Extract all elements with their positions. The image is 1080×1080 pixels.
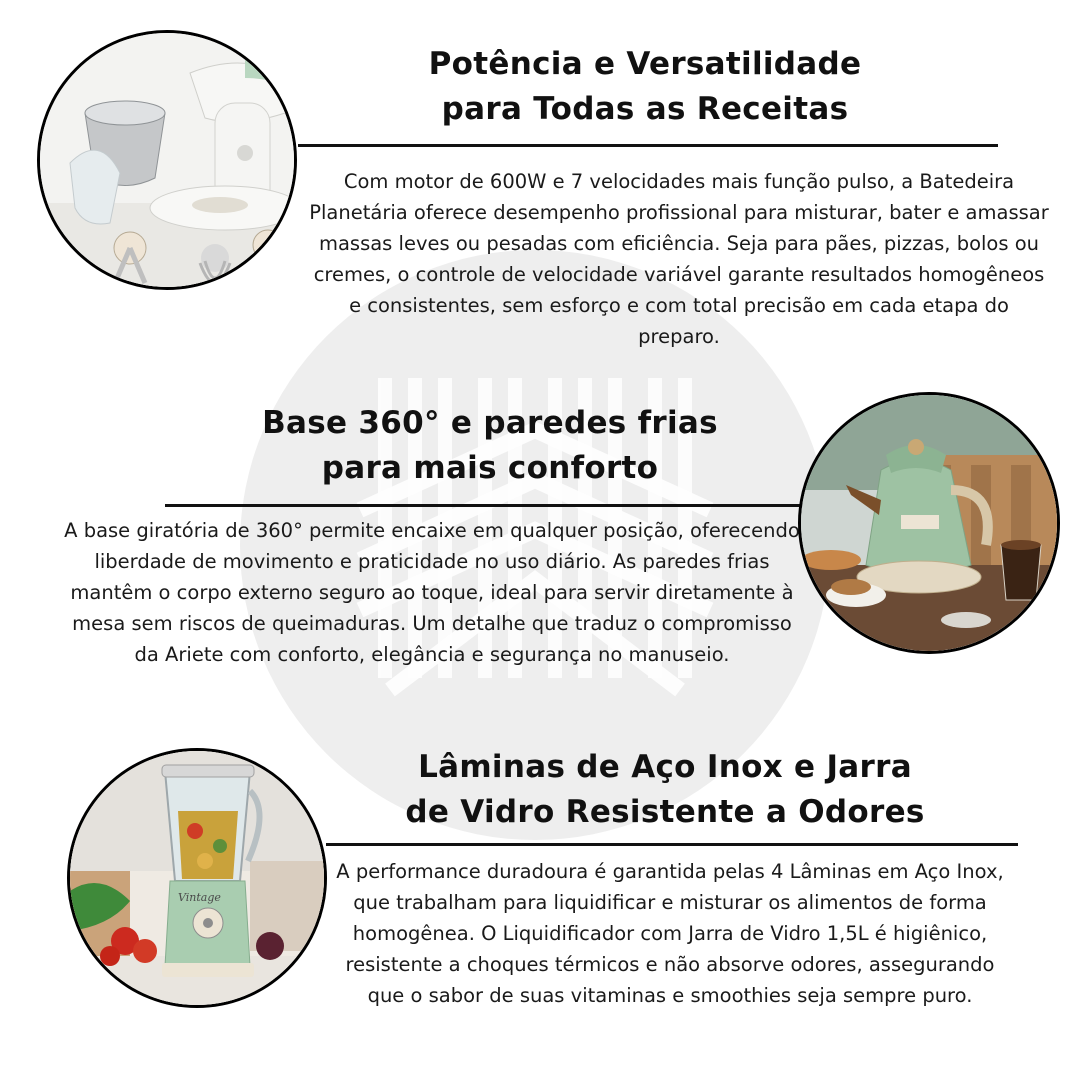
blender-brand-label: Vintage [178,891,221,904]
blender-photo [67,748,327,1008]
title-line-2: de Vidro Resistente a Odores [405,794,925,830]
title-line-2: para mais conforto [321,450,659,486]
kettle-photo [798,392,1060,654]
section-title [180,401,800,491]
stand-mixer-icon [40,33,294,287]
section-title [330,42,960,132]
section-title [350,745,980,835]
section-body: Com motor de 600W e 7 velocidades mais função pulso, a Batedeira Planetária oferece desempenho profissional para misturar, bater e amassar massas leves ou pesadas com eficiência. Seja para pães, pizzas, bolos ou cremes, o controle de velocidade variável garante resultados homogêneos e consistentes, sem esforço e com total precisão em cada etapa do preparo. [309,170,1049,348]
section-body: A performance duradoura é garantida pelas 4 Lâminas em Aço Inox, que trabalham para liquidificar e misturar os alimentos de forma homogênea. O Liquidificador com Jarra de Vidro 1,5L é higiênico, resistente a choques térmicos e não absorve odores, assegurando que o sabor de suas vitaminas e smoothies seja sempre puro. [336,860,1004,1007]
stand-mixer-photo [37,30,297,290]
kettle-icon [801,395,1057,651]
title-line-1: Potência e Versatilidade [428,46,862,82]
title-line-1: Lâminas de Aço Inox e Jarra [418,749,912,785]
feature-section-kettle [0,370,1080,710]
section-body: A base giratória de 360° permite encaixe em qualquer posição, oferecendo liberdade de movimento e praticidade no uso diário. As paredes frias mantêm o corpo externo seguro ao toque, ideal para servir diretamente à mesa sem riscos de queimaduras. Um detalhe que traduz o compromisso da Ariete com conforto, elegância e segurança no manuseio. [64,519,800,666]
section-divider [165,504,805,507]
title-line-1: Base 360° e paredes frias [262,405,718,441]
blender-icon [70,751,324,1005]
feature-section-blender [0,710,1080,1080]
title-line-2: para Todas as Receitas [441,91,849,127]
section-divider [326,843,1018,846]
section-divider [298,144,998,147]
feature-section-mixer [0,0,1080,370]
